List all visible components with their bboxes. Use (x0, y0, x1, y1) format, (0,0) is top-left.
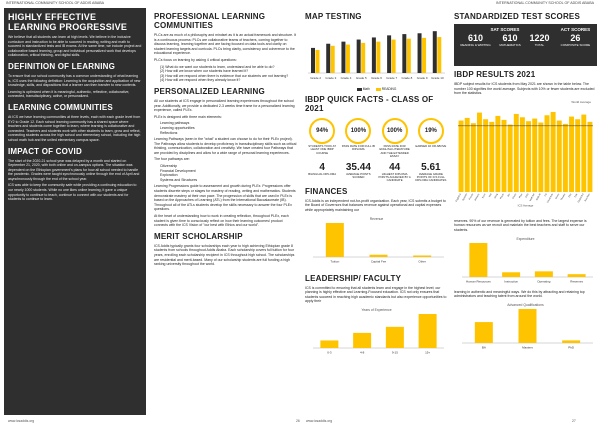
chart-title: Advanced Qualifications (507, 302, 544, 307)
plex-elements (154, 121, 297, 135)
bar-reading (316, 50, 320, 73)
fact-caption: PASS RATE FOR ENGLISH LITERATURE AND THE EXTENDED ESSAY (379, 144, 410, 159)
covid-text-2: ICS was able to keep the community safe while providing a continuing education to our nearly 1000 students. While no one likes online learning, it gave a unique opportunity to continue to teach, continue to connect with our students and for students to continue to learn. (8, 183, 137, 202)
bar-math (311, 48, 315, 73)
x-tick-label: Geog (494, 193, 499, 199)
x-tick-label: Film (568, 193, 573, 198)
x-tick-label: Psych (500, 193, 505, 200)
bar (465, 118, 470, 192)
chart-title: Revenue (369, 216, 384, 221)
bar (495, 116, 500, 192)
fact (305, 162, 339, 183)
score-caption: MATHEMATICS (499, 43, 521, 47)
x-tick-label: Grade 7 (386, 76, 398, 80)
fact (378, 162, 412, 183)
bar (535, 271, 553, 277)
fact-caption: AVERAGE GRADE POINTS OF ICS FULL DIPLOMA CANDIDATES (415, 171, 447, 183)
merit-title: MERIT SCHOLARSHIP (154, 231, 243, 241)
personalized-title: PERSONALIZED LEARNING (154, 86, 265, 96)
map-title: MAP TESTING (305, 12, 362, 21)
bar (370, 254, 388, 256)
fact-value: 35.44 (345, 161, 371, 173)
x-tick-label: BA (481, 345, 486, 350)
communities-text: At ICS we have learning communities at three levels, each with each grade level from EY2 to Grade 12. Each school learning community has a shared space where teachers and students come together to learn, where learning is collaborative and connected. Teachers and students work with other students to learn, grow and reflect, connecting students across the high school and elementary school, including the high school math hub and the united elementary campus space. (8, 114, 141, 142)
legend-label: World Average (571, 99, 591, 104)
x-tick-label: Tuition (330, 259, 340, 264)
header-right: INTERNATIONAL COMMUNITY SCHOOL OF ADDIS ABABA (495, 1, 594, 5)
bar (562, 340, 580, 343)
score-value: 1220 (529, 33, 550, 43)
footer-page-right: 27 (572, 419, 576, 423)
x-tick-label: 0-3 (327, 350, 332, 355)
x-tick-label: Human Resources (465, 279, 491, 284)
ibdp-chart (454, 98, 597, 208)
definition-title: DEFINITION OF LEARNING (8, 61, 116, 71)
column-learning (4, 8, 146, 415)
bar (502, 120, 507, 192)
footer-url-left: www.icsaddis.org (8, 419, 35, 423)
bar-math (341, 42, 345, 73)
pathways-intro: The four pathways are: (154, 157, 190, 162)
bar (419, 314, 437, 348)
act-title: ACT SCORES (560, 27, 591, 32)
score-value: 610 (468, 33, 484, 43)
x-tick-label: Other (418, 259, 426, 264)
bar-reading (361, 43, 365, 73)
legend-reading (376, 87, 397, 91)
covid-text: The start of the 2020-21 school year was delayed by a month and started on September 21, 2020, with both online and on-campus options. The situation was dependent on the Ethiopian government's plans for how all school needed to handle the pandemic. Grades were taught synchronously online through the end of April and asynchronously through the end of the school year. (8, 158, 140, 181)
fact-caption: BILINGUAL DIPLOMA (308, 171, 337, 176)
fact-caption: HIGHEST DIPLOMA POINTS ACHIEVED BY A CANDIDATE (378, 171, 411, 183)
x-tick-label: Grade 9 (416, 76, 428, 80)
bar (353, 333, 371, 348)
plc-questions-intro: PLCs focus on learning by asking 4 critical questions: (154, 57, 237, 62)
bar (551, 112, 556, 192)
bar-math (402, 34, 406, 73)
fact-value: 100% (382, 118, 408, 144)
covid-title: IMPACT OF COVID (8, 146, 82, 156)
header-bar (0, 0, 600, 7)
ibdp-title: IBDP RESULTS 2021 (454, 70, 536, 79)
footer-page-left: 26 (296, 419, 300, 423)
bar (459, 120, 464, 191)
bar (502, 272, 520, 277)
quickfacts-circles (305, 116, 448, 159)
plex-element: Learning pathways (160, 121, 190, 126)
experience-chart (305, 306, 448, 356)
definition-text-2: Learning is optimized when it is meaningful, authentic, reflective, collaborative, connected, transdisciplinary, active, or personalized. (8, 89, 130, 99)
fact-value: 4 (319, 161, 325, 173)
bar-reading (437, 37, 441, 73)
fact (378, 116, 412, 159)
sat-title: SAT SCORES (490, 27, 520, 32)
fact-value: 94% (309, 118, 335, 144)
bar (413, 255, 431, 257)
bar (520, 117, 525, 192)
x-tick-label: Grade 8 (401, 76, 413, 80)
pathway: Systems and Structures (160, 177, 198, 182)
revenue-chart (305, 215, 448, 265)
x-tick-label: 4-8 (359, 350, 365, 355)
x-tick-label: Math AI (536, 193, 542, 201)
score-caption: COMPOSITE SCORE (560, 43, 591, 47)
bar-math (357, 40, 361, 73)
x-tick-label: Hist (488, 193, 493, 198)
x-tick-label: Grade 10 (431, 76, 444, 80)
bar (587, 122, 592, 192)
x-tick-label: French (469, 193, 475, 201)
x-tick-label: English A (455, 193, 462, 203)
sat-section-title: STANDARDIZED TEST SCORES (454, 12, 580, 21)
bar (519, 309, 537, 343)
communities-title: LEARNING COMMUNITIES (8, 102, 113, 112)
leadership-title: LEADERSHIP/ FACULTY (305, 273, 402, 283)
fact (414, 116, 448, 159)
score-value: 26 (570, 33, 581, 43)
plc-questions (154, 65, 297, 83)
x-tick-label: Capital Fee (370, 259, 387, 264)
learning-title: HIGHLY EFFECTIVE LEARNING PROGRESSIVE (8, 12, 128, 32)
score-caption: READING & WRITING (460, 43, 491, 47)
bar (326, 223, 344, 257)
x-tick-label: Theatre (560, 193, 567, 201)
legend-label: Math (362, 87, 370, 91)
pathways-list (154, 164, 297, 182)
pathways-text: Learning Pathways (seen in the "what" a student can choose to do for their PLEx project). The Pathways allow students to develop proficiency in transdisciplinary skills such as critical thinking, communication, collaboration and creativity. We have created four Pathways that are provided by disciplines and allow for a wide range of personal learning experiences. (154, 137, 297, 155)
column-map (305, 8, 448, 415)
x-tick-label: Grade 3 (325, 76, 337, 80)
bar-reading (392, 40, 396, 73)
bar (557, 120, 562, 191)
x-tick-label: Spanish (462, 193, 469, 202)
bar (469, 243, 487, 277)
bar (568, 274, 586, 277)
pathway: Exploration (160, 173, 178, 178)
x-axis-label: ICS Average (517, 203, 534, 208)
bar-reading (346, 45, 350, 73)
map-legend (305, 87, 448, 91)
fact-caption: AVERAGE POINTS SCORED (346, 171, 371, 180)
fact (341, 116, 375, 159)
score-caption: TOTAL (534, 43, 545, 47)
x-tick-label: Visual Arts (547, 193, 554, 204)
progressions-text: Learning Progressions guide to assessment and growth during PLEx. Progressions offer students discrete steps or stages for mastery of reading, writing and mathematics. Students demonstrate mastery at their own pace. The progression of skills that are used in PLEx is based on the Approaches of Learning (ATL) from the International Baccalaureate (IB). Throughout all of the ATLs students develop the skills necessary to answer the four PLEx questions. (154, 184, 296, 212)
legend-math (357, 87, 370, 91)
fact-value: 100% (345, 118, 371, 144)
x-tick-label: Chem (512, 193, 518, 200)
bar (526, 121, 531, 192)
leadership-text-2: learning in authentic and meaningful ways. We do this by attracting and retaining top administrators and teaching talent from around the world. (454, 289, 585, 299)
personalized-text: All our students at ICS engage in personalized learning experiences throughout the school year. Additionally, we provide a dedicated 2-3 weeks time frame for a personalized learning experience, called PLEx. (154, 98, 295, 113)
x-tick-label: Reserves (570, 279, 583, 284)
plex-intro: PLEx is designed with three main elements: (154, 114, 222, 119)
x-tick-label: Phys (519, 193, 524, 199)
fact-caption: EARNED 40 OR ABOVE (415, 144, 447, 148)
bar-reading (331, 46, 335, 73)
x-tick-label: Music (555, 193, 561, 200)
fact-value: 5.61 (421, 161, 441, 173)
ibdp-text: IBDP subject results for ICS students from May 2021 are shown in the table below. The number 100 signifies the world average. Subjects with 10% or fewer students are excluded from the statistics. (454, 82, 595, 96)
x-tick-label: Grade 2 (310, 76, 322, 80)
fact (341, 162, 375, 183)
score (460, 33, 490, 47)
column-plc (154, 8, 297, 415)
x-tick-label: Masters (522, 345, 533, 350)
quickfacts-numbers (305, 162, 448, 183)
bar-math (387, 35, 391, 73)
bar (386, 327, 404, 348)
bar (483, 119, 488, 192)
x-tick-label: Bus Man (584, 193, 591, 202)
bar (569, 116, 574, 191)
x-tick-label: ESS (525, 193, 530, 199)
x-tick-label: Math AA (529, 193, 536, 202)
x-tick-label: Grade 4 (340, 76, 352, 80)
bar (545, 115, 550, 192)
fact-caption: STUDENTS TOOK AT LEAST ONE IBDP COURSE (308, 144, 336, 155)
expenditure-chart (454, 235, 597, 285)
pathway: Financial Development (160, 168, 196, 173)
bar-reading (376, 42, 380, 73)
fact (305, 116, 339, 159)
plc-text: PLCs are as much of a philosophy and mindset as it is an actual framework and structure. It is a continuous process: PLCs are collaborative teams of teachers, coming together to discuss learning, learning together and are facing focused on data tools and clarity on student learning targets and curricula. PLCs bring clarity, consistency and coherence to the educational experience. (154, 33, 297, 56)
definition-text: To ensure that our school community has a common understanding of what learning is, ICS uses the following definition: Learning is the acquisition and application of new knowledge, skills, and dispositions that a learner can then transfer to new contexts. (8, 73, 141, 88)
act-box (556, 26, 595, 64)
x-tick-label: Bio (507, 193, 512, 198)
plex-element: Reflections (160, 130, 178, 135)
x-tick-label: 15+ (425, 350, 431, 355)
plc-question: (4) How will we respond when they already know it? (160, 78, 241, 83)
bar (581, 114, 586, 191)
plc-title: PROFESSIONAL LEARNING COMMUNITIES (154, 12, 266, 30)
x-tick-label: Econ (482, 193, 487, 199)
qualifications-chart (454, 301, 597, 351)
x-tick-label: 9-15 (391, 350, 398, 355)
x-tick-label: Grade 6 (371, 76, 382, 80)
plex-element: Learning opportunities (160, 125, 195, 130)
bar (475, 322, 493, 343)
fact (414, 162, 448, 183)
bar-math (326, 44, 330, 73)
plc-question: (1) What do we want our students to learn, understand and be able to do? (160, 64, 275, 69)
leadership-text: ICS is committed to ensuring that all students learn and engage in the highest level; our planning is highly effective and Learning-Focused education. ICS not only ensures that students succeed in reaching high academic standards but also experience opportunities to apply their (305, 285, 447, 304)
quickfacts-title: IBDP QUICK FACTS - CLASS OF 2021 (305, 95, 434, 113)
sat-scores (456, 33, 554, 47)
x-tick-label: Amharic (474, 193, 481, 202)
x-tick-label: Instruction (504, 279, 519, 284)
bar (477, 112, 482, 191)
finances-text: ICS Addis is an independent not-for-profit organization. Each year, ICS submits a budget to the Board of Governors that balances revenue against operational and capital expenses while appropriately maintaining our (305, 198, 446, 213)
sat-box (456, 26, 554, 64)
x-tick-label: PhD (568, 345, 575, 350)
bar (532, 118, 537, 191)
bar-math (418, 33, 422, 73)
learning-intro: We believe that all students can learn at high levels. We believe in the inclusive curriculum and instruction to be able to succeed in reading, writing and math to succeed in standardized tests and IB exams. At the same time, we include project and collaborative based learning, group and individual personalized work that develops collaboration, critical thinking, and digital skills. (8, 35, 142, 58)
bar-math (433, 31, 437, 73)
x-tick-label: Global Pol (577, 193, 585, 204)
bar (489, 122, 494, 192)
pathway: Citizenship (160, 164, 178, 169)
finances-title: FINANCES (305, 186, 348, 196)
chart-title: Years of Experience (361, 308, 392, 312)
bar (563, 124, 568, 192)
fact-caption: PASS RATE FOR FULL IB DIPLOMA (341, 144, 375, 152)
x-tick-label: Grade 5 (355, 76, 367, 80)
bar (538, 122, 543, 191)
footer-url-right: www.icsaddis.org (306, 419, 333, 423)
header-left: INTERNATIONAL COMMUNITY SCHOOL OF ADDIS ABABA (6, 1, 105, 5)
score (529, 33, 549, 47)
bar-reading (422, 38, 426, 73)
bar (508, 124, 513, 191)
x-tick-label: CS (544, 193, 548, 197)
plc-question: (3) How will we respond when there is evidence that our students are not learning? (160, 73, 289, 78)
fact-value: 19% (418, 118, 444, 144)
bar (575, 119, 580, 192)
sat-panel (454, 24, 597, 66)
legend-label: READING (381, 87, 397, 91)
column-tests (454, 8, 597, 415)
finances-text-2: reserves. 90% of our revenue is generated by tuition and fees. The largest expense is human resources as we recruit and maintain the best teachers and staff to serve our students. (454, 218, 587, 232)
map-chart (305, 24, 448, 82)
fact-value: 44 (389, 161, 401, 173)
legend-swatch (357, 88, 362, 91)
reflection-text: At the heart of understanding how to work in creating reflection, throughout PLEx, each student is given time to consciously reflect on how their learning outcomes/ product connects with the ICS Vision of "our best with Ethics and our world". (154, 214, 289, 228)
bar-reading (407, 39, 411, 73)
bar (471, 123, 476, 192)
merit-text: ICS Addis typically grants four scholarships each year to high achieving Ethiopian grade 8 students from schools throughout Addis Ababa. Each scholarship covers full tuition for four years, enrolling each scholarship recipient in ICS throughout high school. The scholarships are residential and merit-based. Many of our scholarship students are full funding a high ranking university throughout the world. (154, 243, 295, 267)
bar-math (372, 37, 376, 73)
score-value: 610 (502, 33, 518, 43)
chart-title: Expenditure (516, 236, 535, 241)
bar (320, 340, 338, 348)
x-tick-label: TOK (574, 193, 579, 199)
x-tick-label: Operating (537, 279, 551, 284)
legend-swatch (376, 88, 381, 91)
plc-question: (2) How will we know when our students have learned it? (160, 69, 249, 74)
score (499, 33, 520, 47)
